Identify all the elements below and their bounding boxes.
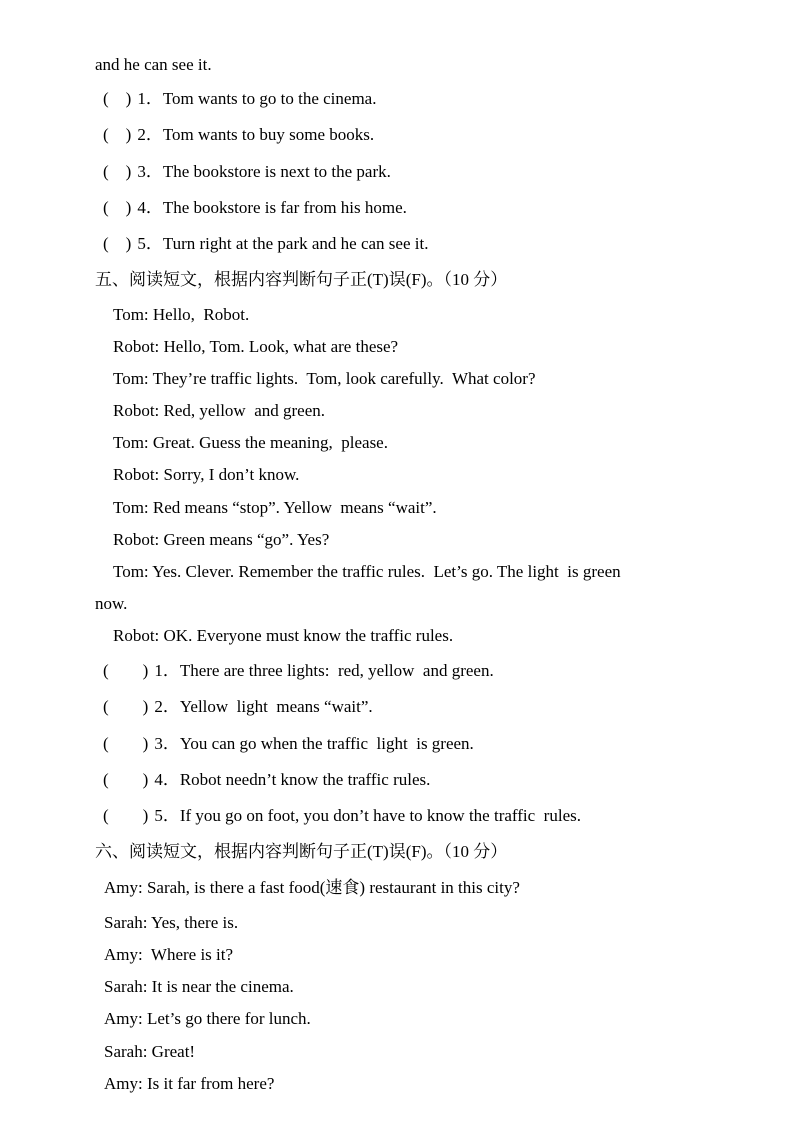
s5-dialogue-line: Tom: They’re traffic lights. Tom, look carefully. What color?	[113, 369, 536, 388]
answer-blank[interactable]: ( )	[103, 806, 149, 825]
s6-dialogue-line: Sarah: Great!	[104, 1042, 196, 1061]
s6-dialogue-line: Amy: Is it far from here?	[104, 1074, 275, 1093]
s4-question-5	[103, 234, 428, 254]
question-text: You can go when the traffic light is green.	[179, 734, 474, 753]
question-number: 4．	[154, 770, 180, 789]
s4-question-4	[103, 198, 407, 218]
question-number: 3．	[137, 162, 163, 181]
question-number: 3．	[154, 734, 180, 753]
question-number: 1．	[154, 661, 180, 680]
question-number: 1．	[137, 89, 163, 108]
answer-blank[interactable]: ( )	[103, 770, 149, 789]
answer-blank[interactable]: ( )	[103, 697, 149, 716]
question-text: Yellow light means “wait”.	[179, 697, 373, 716]
question-text: Tom wants to buy some books.	[162, 125, 375, 144]
s5-dialogue-line: now.	[95, 594, 128, 613]
answer-blank[interactable]: ( )	[103, 125, 132, 144]
s4-question-2	[103, 125, 374, 145]
s6-dialogue-line: Sarah: It is near the cinema.	[104, 977, 294, 996]
s5-question-3	[103, 734, 474, 754]
question-text: If you go on foot, you don’t have to know the traffic rules.	[179, 806, 581, 825]
s4-question-3	[103, 162, 391, 182]
s5-dialogue-line: Robot: Hello, Tom. Look, what are these?	[113, 337, 399, 356]
question-text: The bookstore is next to the park.	[162, 162, 391, 181]
s5-dialogue-line: Robot: Red, yellow and green.	[113, 401, 325, 420]
question-number: 5．	[154, 806, 180, 825]
answer-blank[interactable]: ( )	[103, 661, 149, 680]
answer-blank[interactable]: ( )	[103, 234, 132, 253]
question-text: Tom wants to go to the cinema.	[162, 89, 377, 108]
question-number: 2．	[137, 125, 163, 144]
s5-dialogue-line: Robot: OK. Everyone must know the traffic rules.	[113, 626, 454, 645]
s6-dialogue-line: Sarah: Yes, there is.	[104, 913, 239, 932]
question-number: 2．	[154, 697, 180, 716]
s5-dialogue-line: Robot: Sorry, I don’t know.	[113, 465, 300, 484]
s6-dialogue-line: Amy: Where is it?	[104, 945, 234, 964]
s5-dialogue-line: Robot: Green means “go”. Yes?	[113, 530, 330, 549]
answer-blank[interactable]: ( )	[103, 198, 132, 217]
s5-dialogue-line: Tom: Great. Guess the meaning, please.	[113, 433, 388, 452]
s5-question-1	[103, 661, 494, 681]
answer-blank[interactable]: ( )	[103, 162, 132, 181]
section6-heading: 六、阅读短文，根据内容判断句子正(T)误(F)。（10 分）	[95, 842, 508, 861]
s5-dialogue-line: Tom: Yes. Clever. Remember the traffic rules. Let’s go. The light is green	[113, 562, 621, 581]
s4-question-1	[103, 89, 376, 109]
section5-heading: 五、阅读短文，根据内容判断句子正(T)误(F)。（10 分）	[95, 270, 508, 289]
s5-dialogue-line: Tom: Red means “stop”. Yellow means “wait”.	[113, 498, 437, 517]
s6-dialogue-line: Amy: Sarah, is there a fast food(速食) restaurant in this city?	[104, 878, 520, 897]
question-number: 4．	[137, 198, 163, 217]
answer-blank[interactable]: ( )	[103, 734, 149, 753]
question-number: 5．	[137, 234, 163, 253]
s6-dialogue-line: Amy: Let’s go there for lunch.	[104, 1009, 311, 1028]
s5-question-4	[103, 770, 430, 790]
passage-tail: and he can see it.	[95, 55, 212, 74]
s5-question-5	[103, 806, 581, 826]
question-text: Turn right at the park and he can see it.	[162, 234, 429, 253]
s5-dialogue-line: Tom: Hello, Robot.	[113, 305, 250, 324]
question-text: There are three lights: red, yellow and green.	[179, 661, 494, 680]
s5-question-2	[103, 697, 373, 717]
answer-blank[interactable]: ( )	[103, 89, 132, 108]
question-text: The bookstore is far from his home.	[162, 198, 407, 217]
question-text: Robot needn’t know the traffic rules.	[179, 770, 431, 789]
